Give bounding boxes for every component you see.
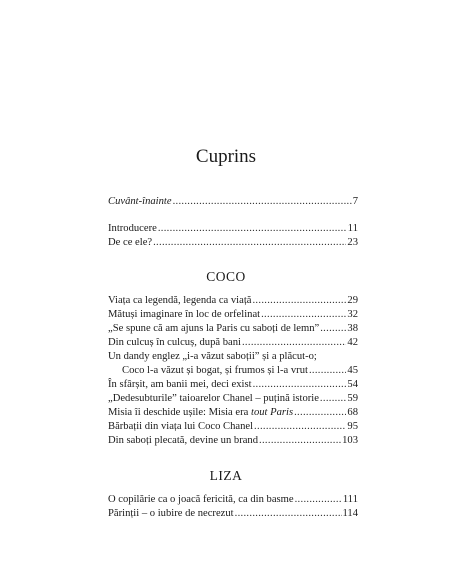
toc-entry-title: Din culcuș în culcuș, după bani bbox=[108, 337, 241, 348]
toc-entry[interactable] bbox=[108, 336, 358, 349]
toc-entry-title-text: Misia îi deschide ușile: Misia era bbox=[108, 407, 249, 418]
dot-leader bbox=[320, 322, 346, 335]
dot-leader bbox=[173, 195, 352, 208]
dot-leader bbox=[242, 336, 346, 349]
section-heading: LIZA bbox=[209, 468, 243, 483]
dot-leader bbox=[259, 434, 341, 447]
toc-entry[interactable] bbox=[108, 434, 358, 447]
dot-leader bbox=[158, 222, 347, 235]
dot-leader bbox=[295, 493, 342, 506]
toc-entry-page: 11 bbox=[347, 223, 358, 234]
toc-entry[interactable] bbox=[108, 493, 358, 506]
toc-entry[interactable] bbox=[108, 195, 358, 208]
toc-entry-title: În sfârșit, am banii mei, deci exist bbox=[108, 379, 252, 390]
dot-leader bbox=[261, 308, 346, 321]
toc-entry-title: Bărbații din viața lui Coco Chanel bbox=[108, 421, 254, 432]
toc-entry-title-italic: tout Paris bbox=[251, 407, 294, 418]
toc-entry-title: Coco l-a văzut și bogat, și frumos și l-a vrut bbox=[122, 365, 308, 376]
toc-entry-title: Părinții – o iubire de necrezut bbox=[108, 508, 234, 519]
toc-entry-page: 29 bbox=[347, 295, 358, 306]
section-heading: COCO bbox=[206, 269, 246, 284]
toc-entry[interactable] bbox=[108, 420, 358, 433]
dot-leader bbox=[309, 364, 346, 377]
toc-entry-page: 38 bbox=[347, 323, 358, 334]
toc-entry[interactable] bbox=[108, 406, 358, 419]
toc-entry-title: Din saboți plecată, devine un brand bbox=[108, 435, 259, 446]
toc-entry-page: 59 bbox=[347, 393, 358, 404]
toc-entry[interactable] bbox=[108, 507, 358, 520]
toc-entry[interactable] bbox=[108, 294, 358, 307]
toc-entry[interactable] bbox=[108, 308, 358, 321]
toc-entry-title: Mătuși imaginare în loc de orfelinat bbox=[108, 309, 261, 320]
toc-entry-title: „Dedesubturile” taioarelor Chanel – puțină istorie bbox=[108, 393, 319, 404]
toc-entry-title bbox=[108, 406, 293, 419]
toc-entry[interactable] bbox=[122, 364, 358, 377]
toc-entry-page: 54 bbox=[347, 379, 358, 390]
dot-leader bbox=[253, 378, 347, 391]
toc-entry-page: 32 bbox=[347, 309, 358, 320]
toc-entry-page: 42 bbox=[347, 337, 358, 348]
toc-entry-title: Viața ca legendă, legenda ca viață bbox=[108, 295, 252, 306]
toc-entry-page: 68 bbox=[347, 407, 358, 418]
dot-leader bbox=[294, 406, 346, 419]
toc-entry-page: 95 bbox=[347, 421, 358, 432]
toc-entry[interactable] bbox=[108, 378, 358, 391]
toc-entry-title: O copilărie ca o joacă fericită, ca din basme bbox=[108, 494, 294, 505]
dot-leader bbox=[254, 420, 346, 433]
toc-entry-page: 45 bbox=[347, 365, 358, 376]
toc-entry[interactable] bbox=[108, 236, 358, 249]
toc-entry-title: Cuvânt-înainte bbox=[108, 196, 172, 207]
dot-leader bbox=[252, 294, 346, 307]
toc-entry-title: Introducere bbox=[108, 223, 157, 234]
dot-leader bbox=[320, 392, 346, 405]
toc-entry-page: 23 bbox=[347, 237, 358, 248]
toc-entry[interactable] bbox=[108, 322, 358, 335]
toc-entry-title: De ce ele? bbox=[108, 237, 153, 248]
dot-leader bbox=[235, 507, 342, 520]
toc-entry-page: 111 bbox=[342, 494, 358, 505]
dot-leader bbox=[153, 236, 346, 249]
toc-entry-page: 114 bbox=[342, 508, 358, 519]
toc-entry[interactable] bbox=[108, 392, 358, 405]
toc-entry-title: „Se spune că am ajuns la Paris cu saboți de lemn” bbox=[108, 323, 320, 334]
page-title: Cuprins bbox=[195, 146, 257, 167]
toc-entry-page: 103 bbox=[342, 435, 358, 446]
toc-entry[interactable] bbox=[108, 222, 358, 235]
toc-entry-page: 7 bbox=[352, 196, 358, 207]
toc-entry-title-line[interactable]: Un dandy englez „i-a văzut saboții” și a plăcut-o; bbox=[108, 351, 317, 362]
